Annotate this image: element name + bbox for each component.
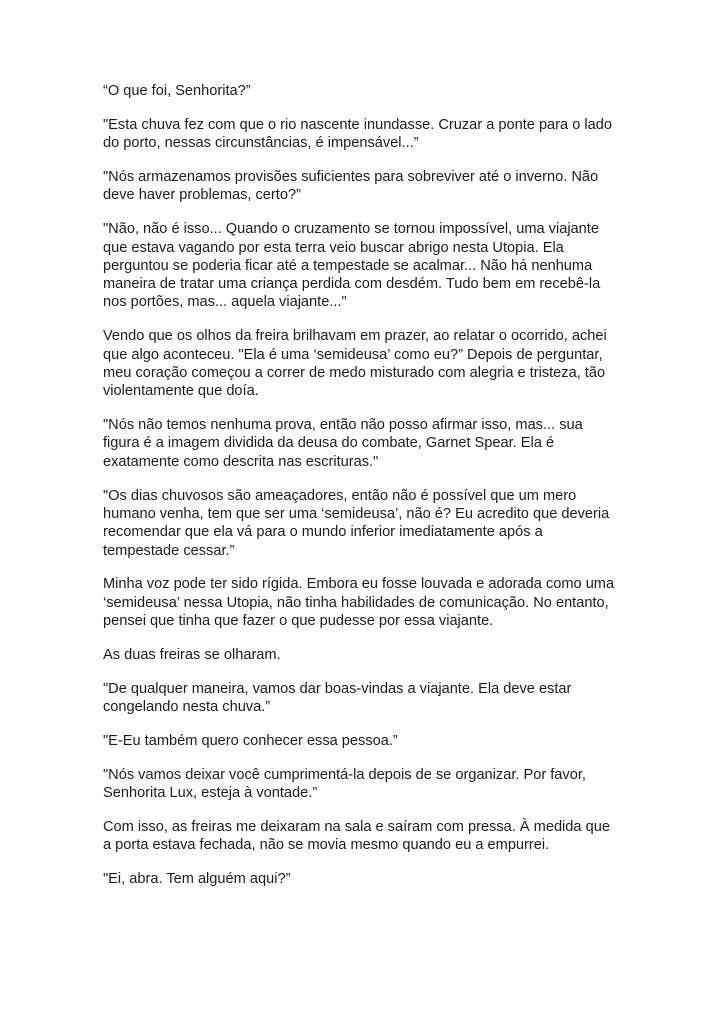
paragraph-4: "Não, não é isso... Quando o cruzamento se tornou impossível, uma viajante que estava vagando por esta terra veio buscar abrigo nesta Utopia. Ela perguntou se poderia ficar até a tempestade se acalmar... Não há nenhuma maneira de tratar uma criança perdida com desdém. Tudo bem em recebê-la nos portões, mas... aquela viajante..." xyxy=(103,221,601,311)
paragraph-11: "E-Eu também quero conhecer essa pessoa.” xyxy=(103,732,398,749)
paragraph-8: Minha voz pode ter sido rígida. Embora eu fosse louvada e adorada como uma ‘semideusa’ nessa Utopia, não tinha habilidades de comunicação. No entanto, pensei que tinha que fazer o que pudesse por essa viajante. xyxy=(103,576,615,629)
paragraph-13: Com isso, as freiras me deixaram na sala e saíram com pressa. À medida que a porta estava fechada, não se movia mesmo quando eu a empurrei. xyxy=(103,819,610,854)
paragraph-7: "Os dias chuvosos são ameaçadores, então não é possível que um mero humano venha, tem que ser uma ‘semideusa’, não é? Eu acredito que deveria recomendar que ela vá para o mundo inferior imediatamente após a tempestade cessar.” xyxy=(103,487,610,559)
paragraph-6: "Nós não temos nenhuma prova, então não posso afirmar isso, mas... sua figura é a imagem dividida da deusa do combate, Garnet Spear. Ela é exatamente como descrita nas escrituras." xyxy=(103,417,583,470)
paragraph-12: "Nós vamos deixar você cumprimentá-la depois de se organizar. Por favor, Senhorita Lux, esteja à vontade.” xyxy=(103,766,586,802)
paragraph-1: “O que foi, Senhorita?” xyxy=(103,83,251,99)
paragraph-3: "Nós armazenamos provisões suficientes para sobreviver até o inverno. Não deve haver problemas, certo?” xyxy=(103,169,599,204)
paragraph-14: "Ei, abra. Tem alguém aqui?” xyxy=(103,871,291,888)
paragraph-10: "De qualquer maneira, vamos dar boas-vindas a viajante. Ela deve estar congelando nesta chuva.” xyxy=(103,680,572,716)
paragraph-2: "Esta chuva fez com que o rio nascente inundasse. Cruzar a ponte para o lado do porto, nessas circunstâncias, é impensável...” xyxy=(103,116,612,152)
paragraph-5: Vendo que os olhos da freira brilhavam em prazer, ao relatar o ocorrido, achei que algo aconteceu. "Ela é uma ‘semideusa’ como eu?” Depois de perguntar, meu coração começou a correr de medo misturado com alegria e tristeza, tão violentamente que doía. xyxy=(103,328,607,400)
document-page xyxy=(103,82,623,904)
paragraph-9: As duas freiras se olharam. xyxy=(103,646,281,663)
